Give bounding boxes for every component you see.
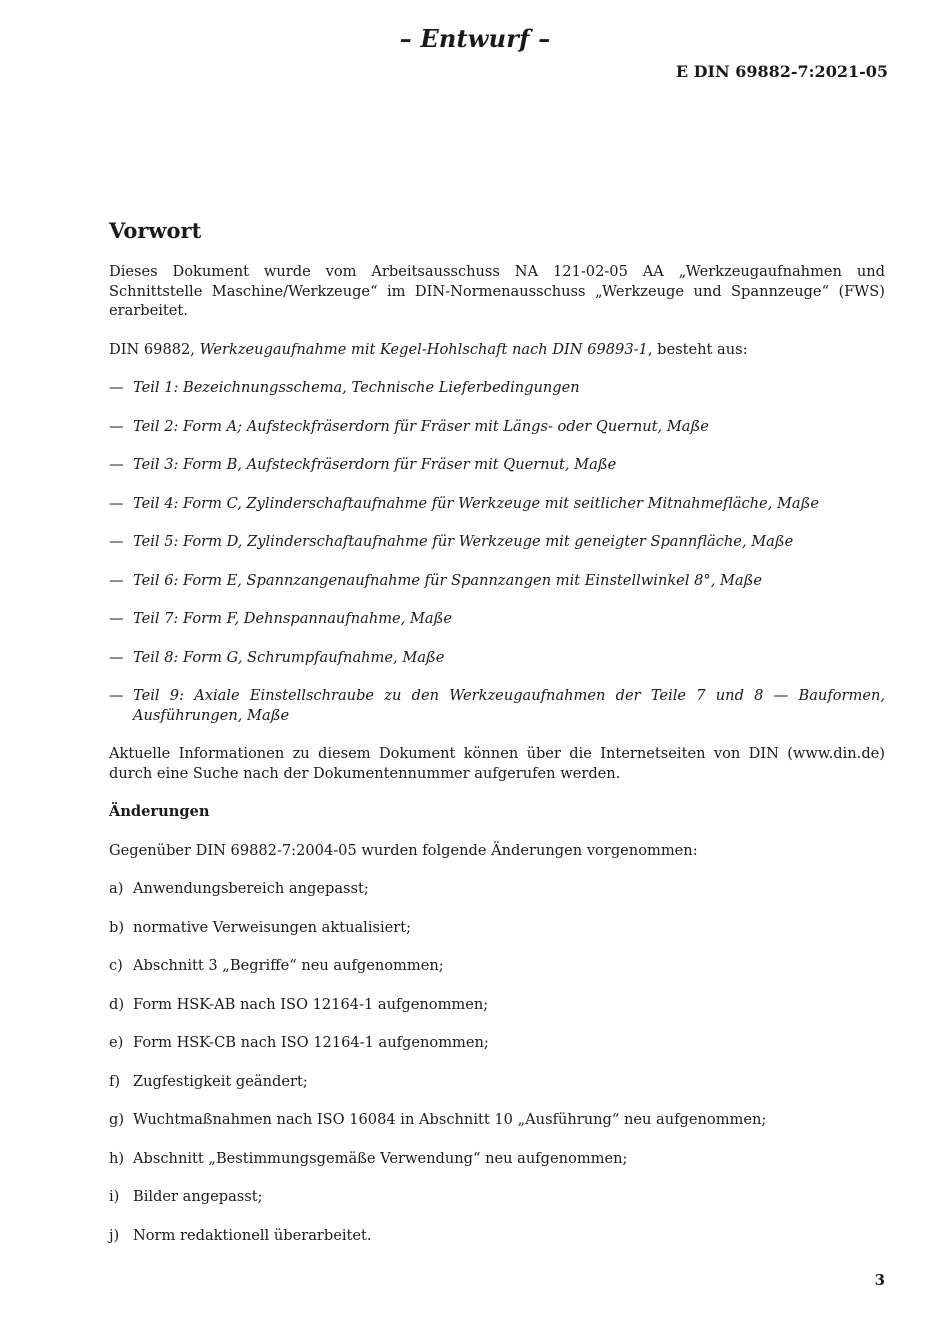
changes-intro: Gegenüber DIN 69882-7:2004-05 wurden folgende Änderungen vorgenommen: — [109, 841, 698, 859]
parts-list — [109, 378, 885, 725]
list-marker: — — [109, 610, 124, 627]
part-text: Teil 7: Form F, Dehnspannaufnahme, Maße — [133, 610, 452, 627]
list-marker: h) — [109, 1149, 125, 1167]
change-text: Zugfestigkeit geändert; — [133, 1072, 308, 1090]
part-text: Teil 2: Form A; Aufsteckfräserdorn für Fräser mit Längs- oder Quernut, Maße — [133, 417, 709, 435]
list-item — [109, 1226, 885, 1246]
list-item — [109, 1149, 885, 1169]
change-text: Norm redaktionell überarbeitet. — [133, 1226, 372, 1244]
list-marker: a) — [109, 880, 124, 897]
list-item — [109, 648, 885, 668]
list-marker: f) — [109, 1072, 121, 1090]
list-marker: — — [109, 417, 124, 435]
part-text: Teil 8: Form G, Schrumpfaufnahme, Maße — [133, 648, 445, 666]
series-statement — [109, 340, 885, 360]
foreword-intro: Dieses Dokument wurde vom Arbeitsausschuss NA 121-02-05 AA „Werkzeugaufnahmen und Schnittstelle Maschine/Werkzeuge“ im DIN-Normenausschuss „Werkzeuge und Spannzeuge“ (FWS) erarbeitet. — [109, 263, 885, 319]
series-suffix: , besteht aus: — [647, 340, 748, 358]
list-marker: — — [109, 533, 124, 550]
list-item — [109, 378, 885, 398]
list-item — [109, 918, 885, 938]
list-marker: — — [109, 379, 124, 396]
part-text: Teil 6: Form E, Spannzangenaufnahme für Spannzangen mit Einstellwinkel 8°, Maße — [133, 571, 763, 589]
list-item — [109, 956, 885, 976]
change-text: Abschnitt 3 „Begriffe“ neu aufgenommen; — [133, 957, 444, 974]
list-item — [109, 494, 885, 514]
list-item — [109, 455, 885, 475]
list-marker: — — [109, 648, 124, 666]
list-item — [109, 995, 885, 1015]
part-text: Teil 5: Form D, Zylinderschaftaufnahme für Werkzeuge mit geneigter Spannfläche, Maße — [133, 533, 794, 550]
list-item — [109, 686, 885, 725]
list-marker: e) — [109, 1034, 124, 1051]
list-item — [109, 1072, 885, 1092]
list-marker: — — [109, 687, 124, 704]
change-text: Form HSK-AB nach ISO 12164-1 aufgenommen; — [133, 995, 489, 1013]
page-content — [109, 217, 885, 1264]
foreword-heading: Vorwort — [109, 218, 202, 243]
change-text: Anwendungsbereich angepasst; — [133, 880, 369, 897]
part-text: Teil 1: Bezeichnungsschema, Technische Lieferbedingungen — [133, 379, 580, 396]
series-prefix: DIN 69882, — [109, 340, 200, 358]
list-marker: — — [109, 571, 124, 589]
change-text: Wuchtmaßnahmen nach ISO 16084 in Abschnitt 10 „Ausführung“ neu aufgenommen; — [133, 1111, 767, 1128]
change-text: Form HSK-CB nach ISO 12164-1 aufgenommen; — [133, 1034, 489, 1051]
list-marker: d) — [109, 995, 125, 1013]
list-marker: b) — [109, 918, 125, 936]
part-text: Teil 9: Axiale Einstellschraube zu den Werkzeugaufnahmen der Teile 7 und 8 — Bauformen, Ausführungen, Maße — [133, 687, 885, 724]
page-number: 3 — [874, 1271, 885, 1289]
list-marker: — — [109, 456, 124, 473]
list-item — [109, 1187, 885, 1207]
info-paragraph: Aktuelle Informationen zu diesem Dokument können über die Internetseiten von DIN (www.din.de) durch eine Suche nach der Dokumentennummer aufgerufen werden. — [109, 745, 885, 782]
part-text: Teil 3: Form B, Aufsteckfräserdorn für Fräser mit Quernut, Maße — [133, 456, 617, 473]
change-text: Bilder angepasst; — [133, 1188, 263, 1205]
document-id: E DIN 69882-7:2021-05 — [675, 62, 888, 81]
list-item — [109, 609, 885, 629]
list-marker: c) — [109, 957, 123, 974]
changes-list — [109, 879, 885, 1245]
list-item — [109, 417, 885, 437]
change-text: normative Verweisungen aktualisiert; — [133, 918, 412, 936]
list-marker: — — [109, 494, 124, 512]
list-item — [109, 1110, 885, 1130]
draft-label: – Entwurf – — [399, 24, 551, 53]
list-item — [109, 532, 885, 552]
changes-heading: Änderungen — [109, 803, 210, 820]
part-text: Teil 4: Form C, Zylinderschaftaufnahme für Werkzeuge mit seitlicher Mitnahmefläche, Maße — [133, 494, 820, 512]
list-marker: j) — [109, 1226, 120, 1244]
list-item — [109, 1033, 885, 1053]
list-marker: i) — [109, 1188, 120, 1205]
list-item — [109, 879, 885, 899]
change-text: Abschnitt „Bestimmungsgemäße Verwendung“ neu aufgenommen; — [133, 1149, 628, 1167]
series-title: Werkzeugaufnahme mit Kegel-Hohlschaft nach DIN 69893-1 — [199, 340, 648, 358]
list-item — [109, 571, 885, 591]
list-marker: g) — [109, 1111, 125, 1128]
